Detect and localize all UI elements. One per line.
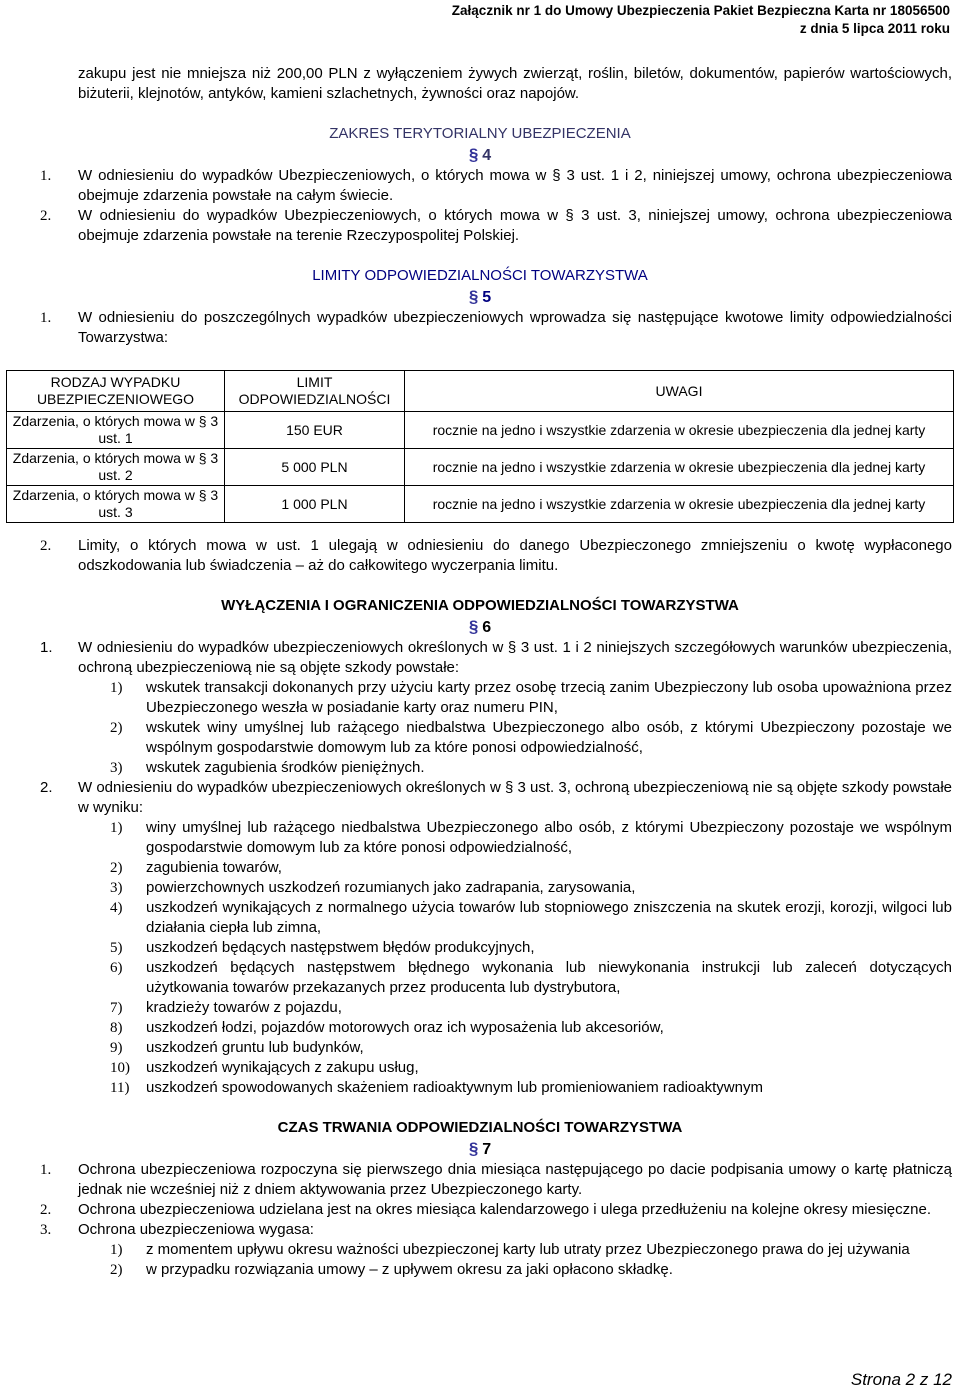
section-sign: § xyxy=(468,145,479,164)
list-item: 4) uszkodzeń wynikających z normalnego użycia towarów lub stopniowego zniszczenia na skutek erozji, korozji, wilgoci lub działania ciepła lub zimna, xyxy=(110,899,952,936)
list-item: 10) uszkodzeń wynikających z zakupu usług, xyxy=(110,1059,419,1076)
list-item: 2) wskutek winy umyślnej lub rażącego niedbalstwa Ubezpieczonego albo osób, z którymi Ubezpieczony pozostaje we wspólnym gospodarstwie domowym lub za które ponosi odpowiedzialność, xyxy=(110,719,952,756)
table-cell-limit: 150 EUR xyxy=(225,412,405,449)
table-cell-note: rocznie na jedno i wszystkie zdarzenia w okresie ubezpieczenia dla jednej karty xyxy=(405,449,954,486)
section-4-item-1: 1. W odniesieniu do wypadków Ubezpieczeniowych, o których mowa w § 3 ust. 1 i 2, niniejszej umowy, ochrona ubezpieczeniowa obejmuje zdarzenia powstałe na całym świecie. xyxy=(40,167,952,204)
list-item: 9) uszkodzeń gruntu lub budynków, xyxy=(110,1039,364,1056)
list-item: 7) kradzieży towarów z pojazdu, xyxy=(110,999,342,1016)
section-5-number: § 5 xyxy=(468,287,492,306)
section-6-item-2: 2. W odniesieniu do wypadków ubezpieczeniowych określonych w § 3 ust. 3, ochroną ubezpieczeniową nie są objęte szkody powstałe w wyniku: xyxy=(40,779,952,816)
section-7-item-2: 2. Ochrona ubezpieczeniowa udzielana jest na okres miesiąca kalendarzowego i ulega przedłużeniu na kolejne okresy miesięczne. xyxy=(40,1201,931,1218)
section-5-title: LIMITY ODPOWIEDZIALNOŚCI TOWARZYSTWA xyxy=(312,267,648,284)
section-sign: § xyxy=(468,1139,479,1158)
section-6-title: WYŁĄCZENIA I OGRANICZENIA ODPOWIEDZIALNOŚCI TOWARZYSTWA xyxy=(221,597,739,614)
list-item: 11) uszkodzeń spowodowanych skażeniem radioaktywnym lub promieniowaniem radioaktywnym xyxy=(110,1079,763,1096)
table-cell-limit: 5 000 PLN xyxy=(225,449,405,486)
table-cell-note: rocznie na jedno i wszystkie zdarzenia w okresie ubezpieczenia dla jednej karty xyxy=(405,486,954,523)
list-item: 1) winy umyślnej lub rażącego niedbalstwa Ubezpieczonego albo osób, z którymi Ubezpieczony pozostaje we wspólnym gospodarstwie domowym lub za które ponosi odpowiedzialność, xyxy=(110,819,952,856)
section-6-number: § 6 xyxy=(468,617,492,636)
section-sign: § xyxy=(468,617,479,636)
list-item: 3) powierzchownych uszkodzeń rozumianych jako zadrapania, zarysowania, xyxy=(110,879,636,896)
list-item: 1) z momentem upływu okresu ważności ubezpieczonej karty lub utraty przez Ubezpieczonego prawa do jej używania xyxy=(110,1241,910,1258)
table-cell-limit: 1 000 PLN xyxy=(225,486,405,523)
table-cell-type: Zdarzenia, o których mowa w § 3 ust. 3 xyxy=(7,486,225,523)
list-item: 8) uszkodzeń łodzi, pojazdów motorowych oraz ich wyposażenia lub akcesoriów, xyxy=(110,1019,664,1036)
list-item: 5) uszkodzeń będących następstwem błędów produkcyjnych, xyxy=(110,939,535,956)
section-6-item-1: 1. W odniesieniu do wypadków ubezpieczeniowych określonych w § 3 ust. 1 i 2 niniejszych szczegółowych warunków ubezpieczenia, ochroną ubezpieczeniową nie są objęte szkody powstałe: xyxy=(40,639,952,676)
header-line-1: Załącznik nr 1 do Umowy Ubezpieczenia Pakiet Bezpieczna Karta nr 18056500 xyxy=(451,3,950,18)
table-row xyxy=(7,449,954,486)
document-header xyxy=(452,2,950,38)
table-cell-note: rocznie na jedno i wszystkie zdarzenia w okresie ubezpieczenia dla jednej karty xyxy=(405,412,954,449)
section-7-number: § 7 xyxy=(468,1139,492,1158)
section-7-item-3: 3. Ochrona ubezpieczeniowa wygasa: xyxy=(40,1221,314,1238)
intro-paragraph: zakupu jest nie mniejsza niż 200,00 PLN z wyłączeniem żywych zwierząt, roślin, biletów, dokumentów, papierów wartościowych, biżuterii, klejnotów, antyków, kamieni szlachetnych, żywności oraz napojów. xyxy=(78,65,952,102)
table-header-notes: UWAGI xyxy=(405,371,954,412)
limits-table xyxy=(6,370,954,523)
list-item: 2) w przypadku rozwiązania umowy – z upływem okresu za jaki opłacono składkę. xyxy=(110,1261,673,1278)
section-sign: § xyxy=(468,287,479,306)
section-4-number: § 4 xyxy=(468,145,492,164)
table-cell-type: Zdarzenia, o których mowa w § 3 ust. 1 xyxy=(7,412,225,449)
table-cell-type: Zdarzenia, o których mowa w § 3 ust. 2 xyxy=(7,449,225,486)
table-header-type: RODZAJ WYPADKU UBEZPIECZENIOWEGO xyxy=(7,371,225,412)
table-row xyxy=(7,486,954,523)
list-item: 3) wskutek zagubienia środków pieniężnych. xyxy=(110,759,425,776)
list-item: 6) uszkodzeń będących następstwem błędnego wykonania lub niewykonania instrukcji lub zaleceń dotyczących użytkowania towarów przekazanych przez producenta lub dystrybutora, xyxy=(110,959,952,996)
list-item: 2) zagubienia towarów, xyxy=(110,859,282,876)
document-body xyxy=(0,64,960,1280)
table-header-row xyxy=(7,371,954,412)
page-number: Strona 2 z 12 xyxy=(850,1370,952,1389)
section-4-title: ZAKRES TERYTORIALNY UBEZPIECZENIA xyxy=(329,125,631,142)
section-7-title: CZAS TRWANIA ODPOWIEDZIALNOŚCI TOWARZYSTWA xyxy=(277,1119,683,1136)
header-line-2: z dnia 5 lipca 2011 roku xyxy=(799,21,950,36)
section-7-item-1: 1. Ochrona ubezpieczeniowa rozpoczyna się pierwszego dnia miesiąca następującego po dacie podpisania umowy o kartę płatniczą jednak nie wcześniej niż z dniem aktywowania przez Ubezpieczonego karty. xyxy=(40,1161,952,1198)
section-5-item-1: 1. W odniesieniu do poszczególnych wypadków ubezpieczeniowych wprowadza się następujące kwotowe limity odpowiedzialności Towarzystwa: xyxy=(40,309,952,346)
section-5-item-2: 2. Limity, o których mowa w ust. 1 ulegają w odniesieniu do danego Ubezpieczonego zmniejszeniu o kwotę wypłaconego odszkodowania lub świadczenia – aż do całkowitego wyczerpania limitu. xyxy=(40,537,952,574)
table-row xyxy=(7,412,954,449)
list-item: 1) wskutek transakcji dokonanych przy użyciu karty przez osobę trzecią zanim Ubezpieczony lub osoba upoważniona przez Ubezpieczonego weszła w posiadanie karty oraz numeru PIN, xyxy=(110,679,952,716)
section-4-item-2: 2. W odniesieniu do wypadków Ubezpieczeniowych, o których mowa w § 3 ust. 3, niniejszej umowy, ochrona ubezpieczeniowa obejmuje zdarzenia powstałe na terenie Rzeczypospolitej Polskiej. xyxy=(40,207,952,244)
table-header-limit: LIMIT ODPOWIEDZIALNOŚCI xyxy=(225,371,405,412)
